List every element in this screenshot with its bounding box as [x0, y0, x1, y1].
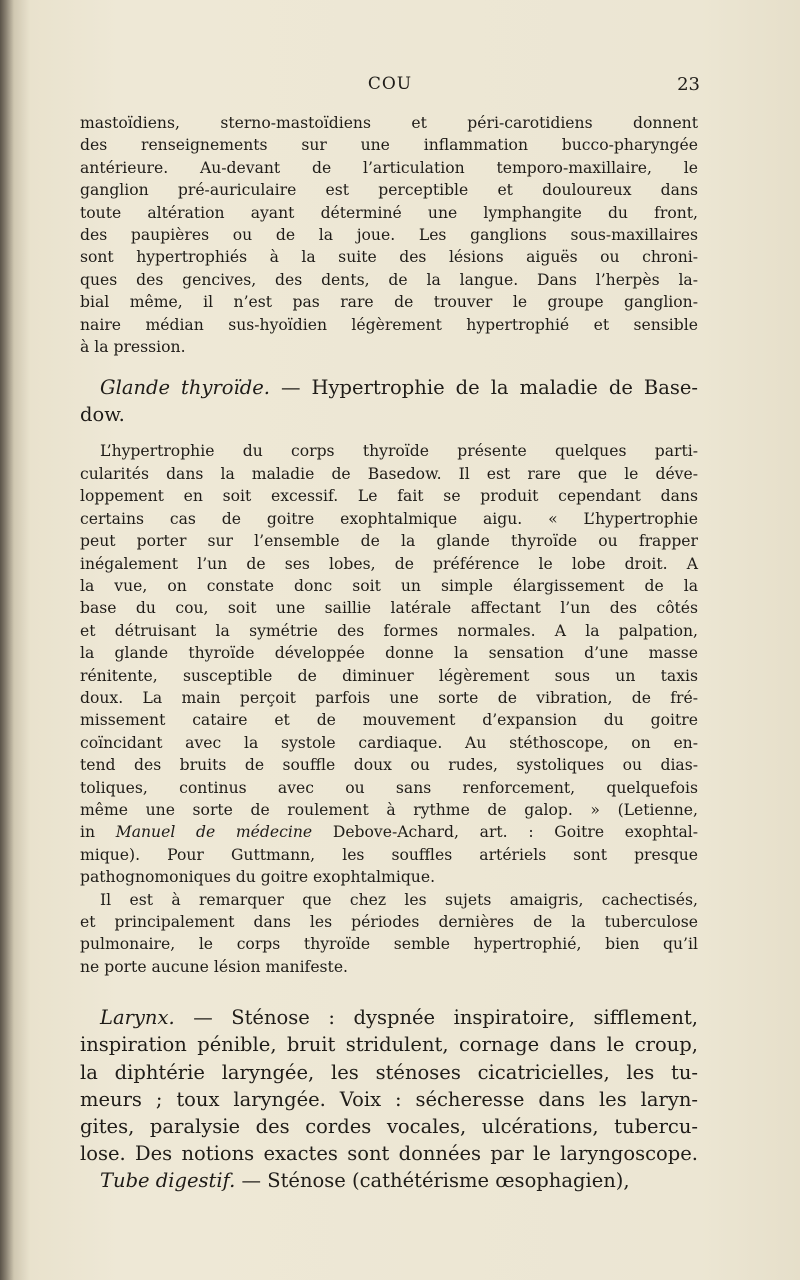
text-line: sont hypertrophiés à la suite des lésions aiguës ou chroni-: [80, 248, 698, 267]
text-line: in Manuel de médecine Debove-Achard, art. : Goitre exophtal-: [80, 823, 698, 842]
section-heading-thyroid: [80, 374, 698, 428]
text-line: ne porte aucune lésion manifeste.: [80, 957, 349, 976]
tube-label: Tube digestif.: [100, 1169, 236, 1193]
text-line: la diphtérie laryngée, les sténoses cicatricielles, les tu-: [80, 1060, 698, 1084]
text-line: bial même, il n’est pas rare de trouver le groupe ganglion-: [80, 293, 698, 312]
text-line: peut porter sur l’ensemble de la glande thyroïde ou frapper: [80, 532, 698, 551]
text-line: Il est à remarquer que chez les sujets amaigris, cachectisés,: [100, 890, 698, 909]
larynx-label: Larynx.: [100, 1006, 175, 1030]
running-head: COU: [367, 74, 413, 94]
text-line: base du cou, soit une saillie latérale affectant l’un des côtés: [80, 599, 698, 618]
text-line: meurs ; toux laryngée. Voix : sécheresse dans les laryn-: [80, 1087, 698, 1111]
text-line: antérieure. Au-devant de l’articulation temporo-maxillaire, le: [80, 158, 698, 177]
heading-text: dow.: [80, 403, 125, 427]
text-line: et principalement dans les périodes dernières de la tuberculose: [80, 913, 698, 931]
text-line: même une sorte de roulement à rythme de galop. » (Letienne,: [80, 800, 698, 819]
text-line: Larynx. — Sténose : dyspnée inspiratoire, sifflement,: [100, 1006, 698, 1030]
text-line: toliques, continus avec ou sans renforcement, quelquefois: [80, 778, 698, 797]
text-line: cularités dans la maladie de Basedow. Il est rare que le déve-: [80, 464, 698, 483]
text-line: certains cas de goitre exophtalmique aigu. « L’hypertrophie: [80, 509, 698, 528]
heading-italic: Glande thyroïde.: [100, 376, 270, 400]
text-line: ques des gencives, des dents, de la langue. Dans l’herpès la-: [80, 270, 698, 289]
text-line: pulmonaire, le corps thyroïde semble hypertrophié, bien qu’il: [80, 935, 698, 954]
text-line: et détruisant la symétrie des formes normales. A la palpation,: [80, 621, 698, 640]
page-number: 23: [677, 74, 700, 95]
text-line: pathognomoniques du goitre exophtalmique.: [80, 868, 436, 887]
text-line: loppement en soit excessif. Le fait se produit cependant dans: [80, 487, 698, 506]
text-line: la glande thyroïde développée donne la sensation d’une masse: [80, 644, 698, 663]
text-line: toute altération ayant déterminé une lymphangite du front,: [80, 203, 698, 222]
text-line: lose. Des notions exactes sont données par le laryngoscope.: [80, 1142, 698, 1166]
text-line: Tube digestif. — Sténose (cathétérisme œsophagien),: [100, 1169, 630, 1193]
text-line: doux. La main perçoit parfois une sorte de vibration, de fré-: [80, 688, 698, 707]
heading-line: [80, 401, 698, 428]
page-body: [80, 112, 698, 1195]
text-line: gites, paralysie des cordes vocales, ulcérations, tubercu-: [80, 1115, 698, 1139]
heading-line: [80, 374, 698, 401]
text-line: des renseignements sur une inflammation bucco-pharyngée: [80, 136, 698, 155]
text-line: des paupières ou de la joue. Les ganglions sous-maxillaires: [80, 226, 698, 245]
text-line: missement cataire et de mouvement d’expansion du goitre: [80, 711, 698, 730]
paragraph-lymph-nodes: [80, 112, 698, 358]
text-line: L’hypertrophie du corps thyroïde présente quelques parti-: [100, 442, 698, 461]
text-line: naire médian sus-hyoïdien légèrement hypertrophié et sensible: [80, 315, 698, 334]
text-line: la vue, on constate donc soit un simple élargissement de la: [80, 576, 698, 595]
text-line: coïncidant avec la systole cardiaque. Au stéthoscope, on en-: [80, 733, 698, 752]
heading-text: — Hypertrophie de la maladie de Base-: [269, 376, 698, 400]
page-header: [80, 74, 700, 98]
text-line: rénitente, susceptible de diminuer légèrement sous un taxis: [80, 666, 698, 685]
text-line: tend des bruits de souffle doux ou rudes, systoliques ou dias-: [80, 756, 698, 775]
text-line: mique). Pour Guttmann, les souffles artériels sont presque: [80, 845, 698, 864]
paragraph-thyroid: [80, 440, 698, 978]
text-line: à la pression.: [80, 338, 186, 357]
text-line: mastoïdiens, sterno-mastoïdiens et péri-carotidiens donnent: [80, 114, 698, 132]
text-line: inégalement l’un de ses lobes, de préférence le lobe droit. A: [80, 554, 698, 573]
citation-title: Manuel de médecine: [115, 823, 313, 842]
text-line: inspiration pénible, bruit stridulent, cornage dans le croup,: [80, 1033, 698, 1057]
paragraph-larynx: [80, 1004, 698, 1194]
text-line: ganglion pré-auriculaire est perceptible et douloureux dans: [80, 181, 698, 200]
